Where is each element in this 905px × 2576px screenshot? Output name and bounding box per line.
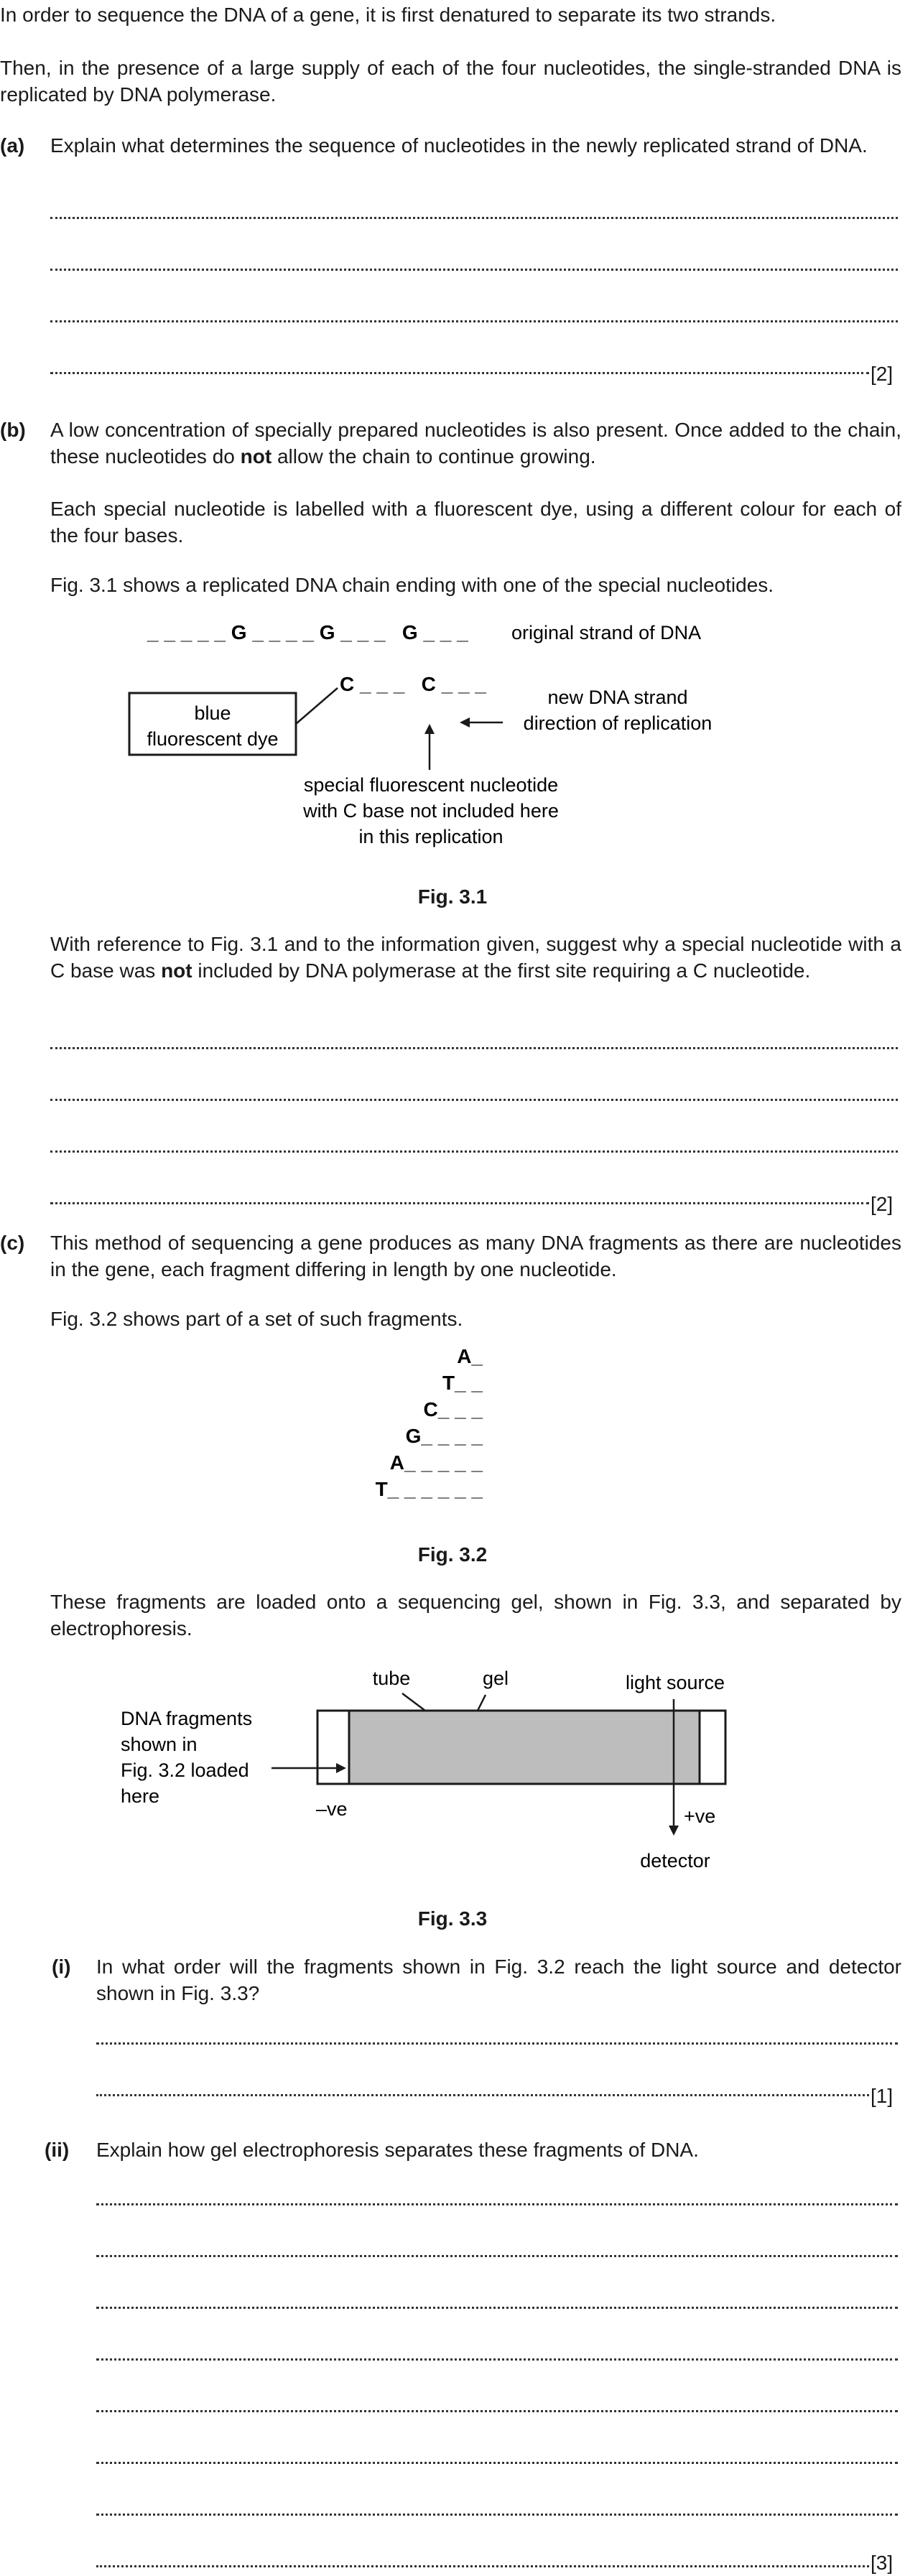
fig-3-3-diagram (0, 1659, 905, 1889)
answer-line-cii6[interactable] (96, 2455, 898, 2464)
answer-line-a1[interactable] (50, 210, 898, 219)
intro-line-1: In order to sequence the DNA of a gene, it is first denatured to separate its two strands. (0, 4, 776, 26)
part-c-i-marks: [1] (871, 2085, 894, 2107)
part-b-para-2: Each special nucleotide is labelled with a fluorescent dye, using a different colour for each of the four bases. (50, 498, 901, 547)
answer-line-cii3[interactable] (96, 2300, 898, 2309)
gel-label: gel (482, 1668, 509, 1689)
fragment-5: A_ _ _ _ _ (389, 1451, 483, 1474)
fragment-3: C_ _ _ (423, 1398, 483, 1420)
fig-3-2-diagram (0, 1342, 905, 1528)
fragment-4: G_ _ _ _ (405, 1425, 483, 1447)
part-a-marks: [2] (871, 363, 894, 385)
part-b-para-1-bold: not (240, 445, 272, 468)
part-b-para-1-pre: A low concentration of specially prepared nucleotides is also present. Once added to the chain, these nucleotides do (50, 419, 901, 468)
part-b-label: (b) (0, 419, 26, 441)
part-c-ii-label: (ii) (45, 2139, 70, 2161)
part-b-para-1 (50, 417, 901, 470)
part-b-para-1-post: allow the chain to continue growing. (272, 445, 596, 468)
loaded-label-3: Fig. 3.2 loaded (121, 1759, 249, 1781)
fig-3-2-caption: Fig. 3.2 (417, 1543, 488, 1566)
fig-3-1-diagram (0, 610, 905, 847)
original-strand: _ _ _ _ _ G _ _ _ _ G _ _ _ G _ _ _ (147, 621, 468, 643)
special-arrow-head (424, 724, 435, 734)
light-source-arrow-head (669, 1826, 679, 1836)
part-a-label: (a) (0, 134, 25, 157)
part-c-para-3: These fragments are loaded onto a sequencing gel, shown in Fig. 3.3, and separated by electrophoresis. (50, 1591, 901, 1640)
new-strand-label: new DNA strand (547, 687, 688, 708)
answer-line-a3[interactable] (50, 313, 898, 322)
answer-line-cii7[interactable] (96, 2506, 898, 2516)
answer-line-b3[interactable] (50, 1143, 898, 1153)
tube-pointer (402, 1693, 425, 1711)
part-c-ii-marks: [3] (871, 2552, 894, 2574)
tube-label: tube (372, 1668, 411, 1689)
part-b-marks: [2] (871, 1193, 894, 1215)
part-b-question-pre: With reference to Fig. 3.1 and to the information given, suggest why a special nucleotide with a C base was (50, 933, 901, 982)
answer-line-b2[interactable] (50, 1092, 898, 1101)
intro-line-2: Then, in the presence of a large supply of each of the four nucleotides, the single-stranded DNA is replicated by DNA polymerase. (0, 57, 901, 106)
answer-line-a4[interactable] (50, 365, 869, 374)
dye-connector (296, 688, 338, 724)
answer-line-ci1[interactable] (96, 2035, 898, 2045)
dye-label-2: fluorescent dye (147, 728, 279, 750)
gel (349, 1711, 700, 1784)
fragment-1: A_ (457, 1345, 483, 1367)
direction-arrow-head (460, 717, 470, 727)
part-b-question (50, 931, 901, 984)
special-label-1: special fluorescent nucleotide (303, 774, 559, 796)
answer-line-a2[interactable] (50, 261, 898, 271)
part-a-question: Explain what determines the sequence of nucleotides in the newly replicated strand of DNA. (50, 134, 868, 157)
direction-label: direction of replication (523, 712, 713, 734)
part-b-question-post: included by DNA polymerase at the first site requiring a C nucleotide. (192, 959, 811, 982)
positive-label: +ve (684, 1805, 716, 1827)
new-strand: C _ _ _ C _ _ _ (340, 673, 486, 695)
detector-label: detector (640, 1850, 710, 1871)
part-c-i-question: In what order will the fragments shown in Fig. 3.2 reach the light source and detector shown in Fig. 3.3? (96, 1956, 901, 2004)
special-label-3: in this replication (358, 826, 503, 847)
part-b-question-bold: not (161, 959, 192, 982)
answer-line-ci2[interactable] (96, 2087, 869, 2096)
answer-line-cii2[interactable] (96, 2248, 898, 2257)
negative-label: –ve (316, 1798, 348, 1820)
answer-line-b1[interactable] (50, 1040, 898, 1049)
answer-line-cii4[interactable] (96, 2351, 898, 2361)
part-c-para-2: Fig. 3.2 shows part of a set of such fragments. (50, 1308, 463, 1330)
fragment-6: T_ _ _ _ _ _ (375, 1478, 483, 1500)
part-c-i-label: (i) (52, 1956, 71, 1978)
fig-3-3-caption: Fig. 3.3 (417, 1907, 488, 1930)
dye-label-1: blue (194, 702, 231, 724)
part-b-para-3: Fig. 3.1 shows a replicated DNA chain ending with one of the special nucleotides. (50, 574, 774, 596)
answer-line-cii8[interactable] (96, 2558, 869, 2567)
part-c-para-1: This method of sequencing a gene produces as many DNA fragments as there are nucleotides in the gene, each fragment differing in length by one nucleotide. (50, 1232, 901, 1280)
part-c-ii-question: Explain how gel electrophoresis separates these fragments of DNA. (96, 2139, 699, 2161)
light-source-label: light source (625, 1672, 725, 1693)
answer-line-cii5[interactable] (96, 2403, 898, 2412)
part-c-label: (c) (0, 1232, 25, 1254)
original-strand-label: original strand of DNA (511, 622, 702, 643)
answer-line-b4[interactable] (50, 1195, 869, 1204)
fragment-2: T_ _ (442, 1372, 483, 1394)
fig-3-1-caption: Fig. 3.1 (417, 885, 488, 908)
loaded-label-2: shown in (121, 1734, 198, 1755)
loaded-label-4: here (121, 1785, 160, 1807)
answer-line-cii1[interactable] (96, 2196, 898, 2205)
special-label-2: with C base not included here (303, 800, 559, 822)
loaded-label-1: DNA fragments (121, 1708, 253, 1729)
